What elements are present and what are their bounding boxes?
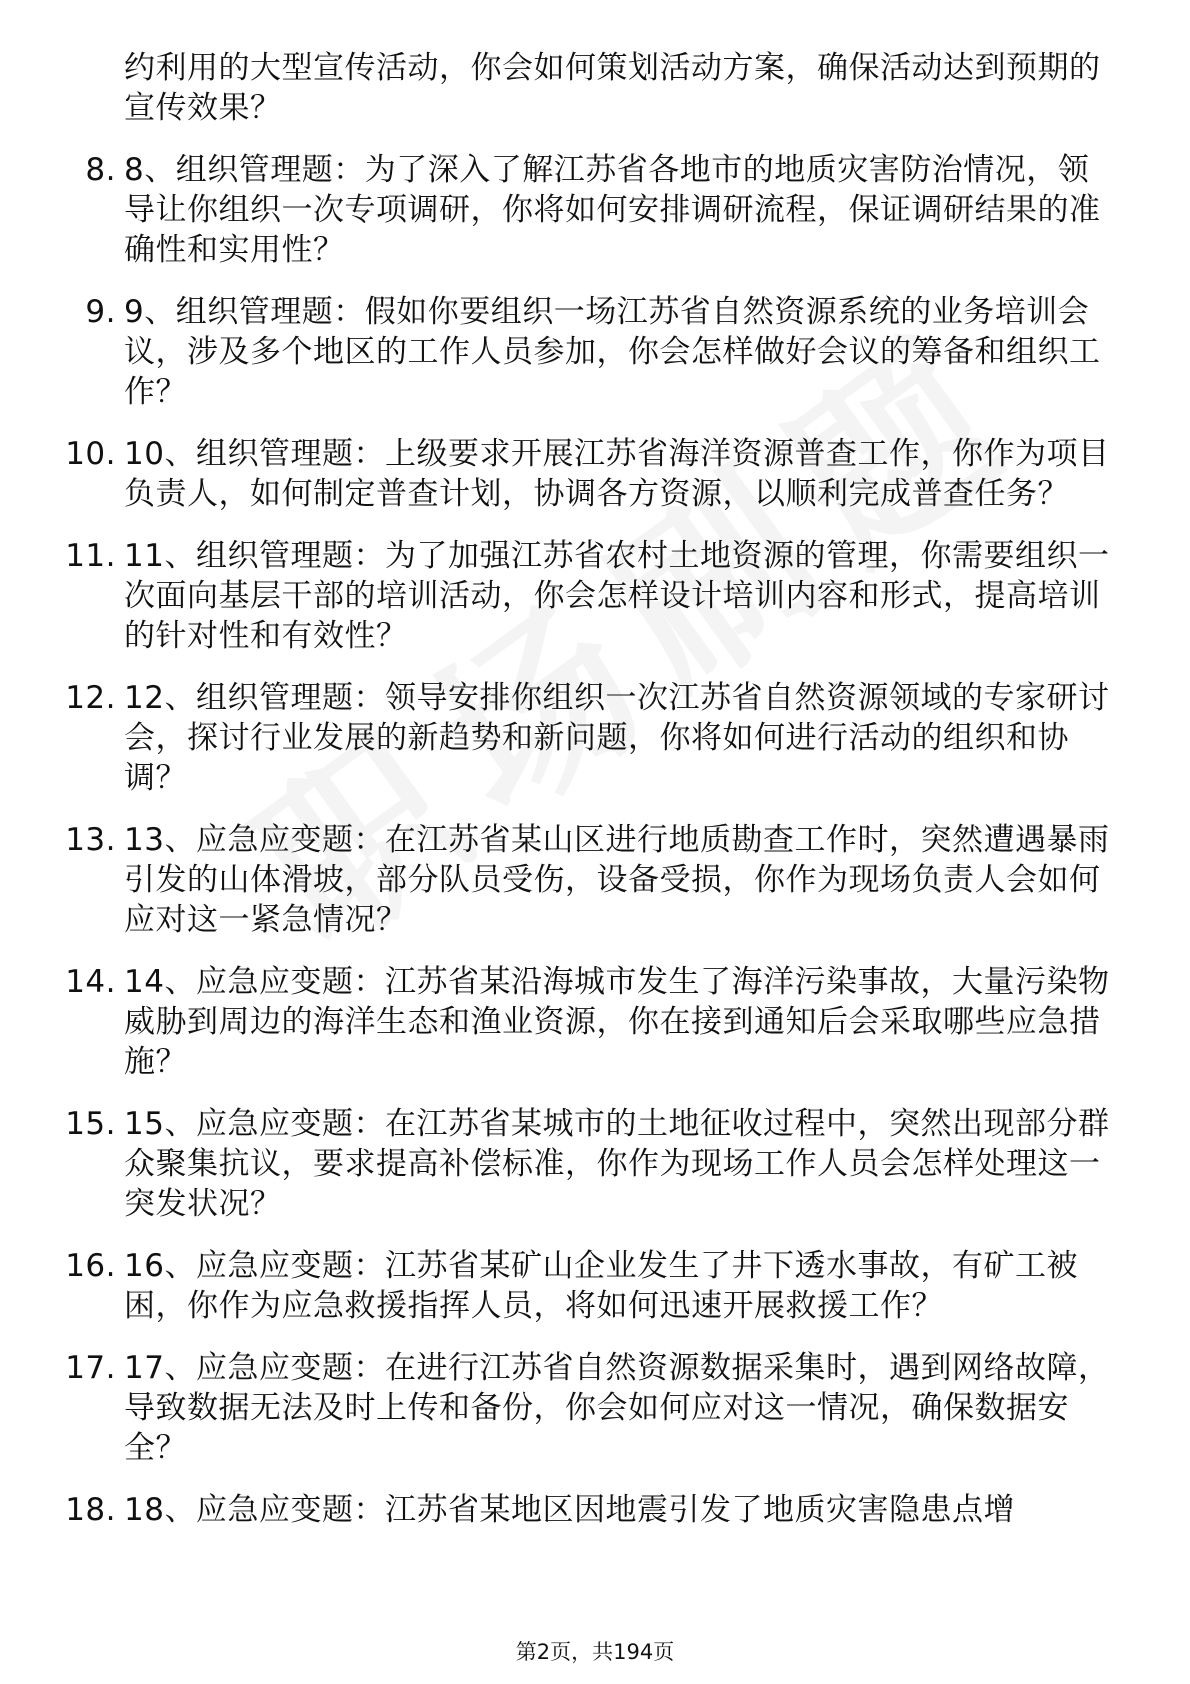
question-number: 13. — [65, 822, 116, 858]
list-item — [0, 962, 1114, 1082]
list-item — [0, 434, 1114, 514]
question-text: 11、组织管理题：为了加强江苏省农村土地资源的管理，你需要组织一次面向基层干部的培训活动，你会怎样设计培训内容和形式，提高培训的针对性和有效性？ — [124, 538, 1110, 654]
question-text: 13、应急应变题：在江苏省某山区进行地质勘查工作时，突然遭遇暴雨引发的山体滑坡，部分队员受伤，设备受损，你作为现场负责人会如何应对这一紧急情况？ — [124, 822, 1110, 938]
question-text: 9、组织管理题：假如你要组织一场江苏省自然资源系统的业务培训会议，涉及多个地区的工作人员参加，你会怎样做好会议的筹备和组织工作？ — [124, 294, 1101, 410]
question-text: 12、组织管理题：领导安排你组织一次江苏省自然资源领域的专家研讨会，探讨行业发展的新趋势和新问题，你将如何进行活动的组织和协调？ — [124, 680, 1110, 796]
list-item — [0, 1348, 1114, 1468]
list-item — [0, 150, 1114, 270]
question-number: 8. — [85, 152, 116, 188]
question-number: 9. — [85, 294, 116, 330]
question-text: 18、应急应变题：江苏省某地区因地震引发了地质灾害隐患点增 — [124, 1492, 1015, 1528]
question-number: 16. — [65, 1248, 116, 1284]
question-number: 12. — [65, 680, 116, 716]
list-item — [0, 820, 1114, 940]
list-item — [0, 678, 1114, 798]
question-number: 14. — [65, 964, 116, 1000]
question-text: 16、应急应变题：江苏省某矿山企业发生了井下透水事故，有矿工被困，你作为应急救援指挥人员，将如何迅速开展救援工作？ — [124, 1248, 1078, 1324]
question-number: 10. — [65, 436, 116, 472]
list-item — [0, 1490, 1114, 1530]
question-number: 11. — [65, 538, 116, 574]
question-list — [0, 48, 1190, 1530]
list-item — [0, 1104, 1114, 1224]
question-text: 10、组织管理题：上级要求开展江苏省海洋资源普查工作，你作为项目负责人，如何制定普查计划，协调各方资源，以顺利完成普查任务？ — [124, 436, 1110, 512]
question-text: 14、应急应变题：江苏省某沿海城市发生了海洋污染事故，大量污染物威胁到周边的海洋生态和渔业资源，你在接到通知后会采取哪些应急措施？ — [124, 964, 1110, 1080]
list-item — [0, 536, 1114, 656]
question-number: 18. — [65, 1492, 116, 1528]
list-item — [0, 1246, 1114, 1326]
question-text: 15、应急应变题：在江苏省某城市的土地征收过程中，突然出现部分群众聚集抗议，要求提高补偿标准，你作为现场工作人员会怎样处理这一突发状况？ — [124, 1106, 1110, 1222]
list-item — [0, 292, 1114, 412]
list-item-continuation — [0, 48, 1114, 128]
question-text: 8、组织管理题：为了深入了解江苏省各地市的地质灾害防治情况，领导让你组织一次专项调研，你将如何安排调研流程，保证调研结果的准确性和实用性？ — [124, 152, 1101, 268]
question-number: 17. — [65, 1350, 116, 1386]
question-text: 约利用的大型宣传活动，你会如何策划活动方案，确保活动达到预期的宣传效果？ — [124, 50, 1101, 126]
question-text: 17、应急应变题：在进行江苏省自然资源数据采集时，遇到网络故障，导致数据无法及时上传和备份，你会如何应对这一情况，确保数据安全？ — [124, 1350, 1110, 1466]
page-footer: 第2页，共194页 — [515, 1640, 675, 1664]
question-number: 15. — [65, 1106, 116, 1142]
